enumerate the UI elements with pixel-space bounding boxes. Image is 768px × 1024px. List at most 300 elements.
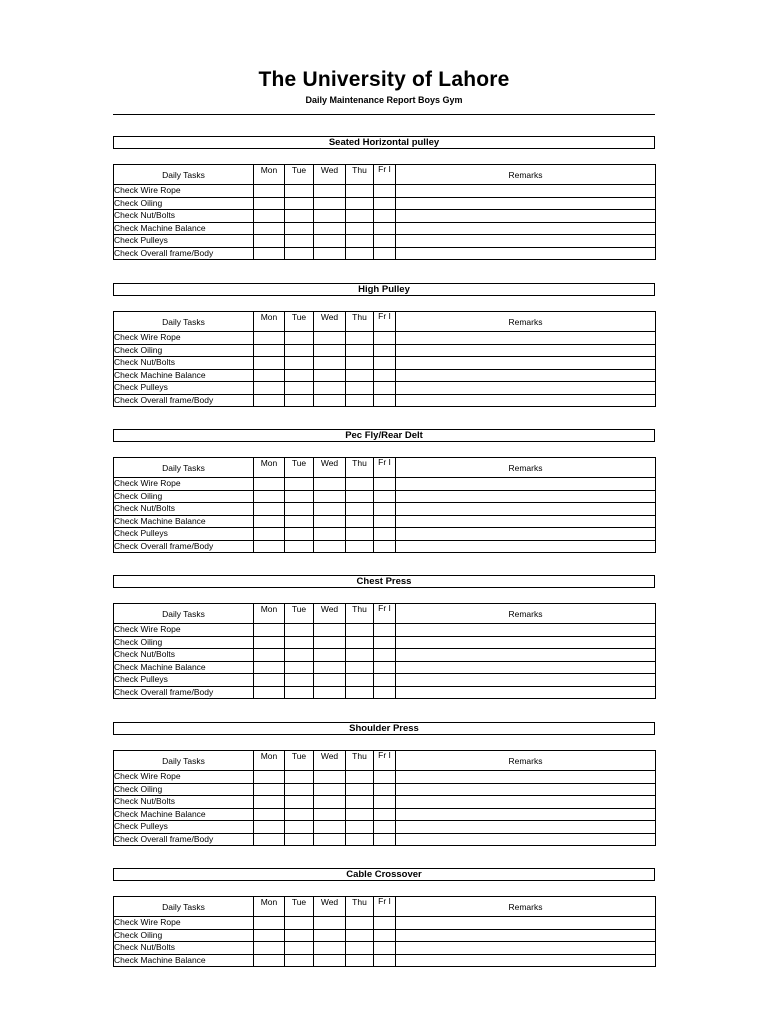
remarks-cell[interactable]: [396, 394, 656, 407]
check-cell-mon[interactable]: [254, 808, 285, 821]
column-header-mon: Mon: [254, 897, 285, 917]
check-cell-mon[interactable]: [254, 686, 285, 699]
column-header-daily-tasks: Daily Tasks: [114, 751, 254, 771]
check-cell-wed[interactable]: [314, 382, 346, 395]
check-cell-tue[interactable]: [285, 185, 314, 198]
check-cell-thu[interactable]: [346, 369, 374, 382]
check-cell-mon[interactable]: [254, 515, 285, 528]
check-cell-tue[interactable]: [285, 796, 314, 809]
check-cell-fri[interactable]: [374, 661, 396, 674]
check-cell-tue[interactable]: [285, 661, 314, 674]
check-cell-mon[interactable]: [254, 222, 285, 235]
task-table: [113, 896, 656, 967]
column-header-fri: Fr I: [374, 897, 396, 917]
check-cell-tue[interactable]: [285, 954, 314, 967]
check-cell-thu[interactable]: [346, 796, 374, 809]
remarks-cell[interactable]: [396, 917, 656, 930]
remarks-cell[interactable]: [396, 624, 656, 637]
table-row: [114, 942, 656, 955]
remarks-cell[interactable]: [396, 674, 656, 687]
check-cell-fri[interactable]: [374, 808, 396, 821]
check-cell-mon[interactable]: [254, 540, 285, 553]
table-header-row: [114, 604, 656, 624]
check-cell-fri[interactable]: [374, 636, 396, 649]
check-cell-mon[interactable]: [254, 929, 285, 942]
column-header-mon: Mon: [254, 751, 285, 771]
check-cell-mon[interactable]: [254, 210, 285, 223]
task-label: Check Wire Rope: [114, 185, 254, 198]
check-cell-thu[interactable]: [346, 674, 374, 687]
check-cell-mon[interactable]: [254, 771, 285, 784]
check-cell-tue[interactable]: [285, 540, 314, 553]
check-cell-fri[interactable]: [374, 929, 396, 942]
check-cell-fri[interactable]: [374, 917, 396, 930]
check-cell-thu[interactable]: [346, 917, 374, 930]
check-cell-fri[interactable]: [374, 503, 396, 516]
task-table: [113, 603, 656, 699]
remarks-cell[interactable]: [396, 649, 656, 662]
section-title: Seated Horizontal pulley: [113, 136, 655, 149]
check-cell-wed[interactable]: [314, 636, 346, 649]
check-cell-tue[interactable]: [285, 783, 314, 796]
check-cell-tue[interactable]: [285, 929, 314, 942]
check-cell-tue[interactable]: [285, 235, 314, 248]
check-cell-mon[interactable]: [254, 369, 285, 382]
check-cell-thu[interactable]: [346, 235, 374, 248]
remarks-cell[interactable]: [396, 771, 656, 784]
check-cell-tue[interactable]: [285, 528, 314, 541]
task-label: Check Machine Balance: [114, 369, 254, 382]
check-cell-mon[interactable]: [254, 528, 285, 541]
table-row: [114, 796, 656, 809]
task-label: Check Nut/Bolts: [114, 649, 254, 662]
check-cell-fri[interactable]: [374, 674, 396, 687]
check-cell-fri[interactable]: [374, 394, 396, 407]
check-cell-tue[interactable]: [285, 210, 314, 223]
check-cell-tue[interactable]: [285, 833, 314, 846]
column-header-daily-tasks: Daily Tasks: [114, 165, 254, 185]
remarks-cell[interactable]: [396, 515, 656, 528]
remarks-cell[interactable]: [396, 478, 656, 491]
check-cell-wed[interactable]: [314, 624, 346, 637]
check-cell-fri[interactable]: [374, 771, 396, 784]
check-cell-mon[interactable]: [254, 247, 285, 260]
check-cell-wed[interactable]: [314, 833, 346, 846]
check-cell-fri[interactable]: [374, 247, 396, 260]
remarks-cell[interactable]: [396, 247, 656, 260]
table-row: [114, 344, 656, 357]
table-row: [114, 247, 656, 260]
check-cell-fri[interactable]: [374, 490, 396, 503]
remarks-cell[interactable]: [396, 197, 656, 210]
column-header-thu: Thu: [346, 897, 374, 917]
column-header-remarks: Remarks: [396, 897, 656, 917]
check-cell-thu[interactable]: [346, 783, 374, 796]
remarks-cell[interactable]: [396, 185, 656, 198]
remarks-cell[interactable]: [396, 540, 656, 553]
check-cell-mon[interactable]: [254, 503, 285, 516]
check-cell-thu[interactable]: [346, 515, 374, 528]
check-cell-wed[interactable]: [314, 503, 346, 516]
check-cell-fri[interactable]: [374, 528, 396, 541]
table-row: [114, 382, 656, 395]
check-cell-mon[interactable]: [254, 357, 285, 370]
check-cell-thu[interactable]: [346, 649, 374, 662]
table-row: [114, 235, 656, 248]
page-subtitle: Daily Maintenance Report Boys Gym: [305, 95, 463, 105]
check-cell-tue[interactable]: [285, 808, 314, 821]
remarks-cell[interactable]: [396, 796, 656, 809]
check-cell-mon[interactable]: [254, 783, 285, 796]
check-cell-mon[interactable]: [254, 332, 285, 345]
check-cell-wed[interactable]: [314, 197, 346, 210]
column-header-wed: Wed: [314, 604, 346, 624]
check-cell-wed[interactable]: [314, 917, 346, 930]
table-row: [114, 528, 656, 541]
check-cell-thu[interactable]: [346, 503, 374, 516]
check-cell-mon[interactable]: [254, 796, 285, 809]
task-label: Check Overall frame/Body: [114, 686, 254, 699]
remarks-cell[interactable]: [396, 332, 656, 345]
table-row: [114, 210, 656, 223]
check-cell-mon[interactable]: [254, 674, 285, 687]
column-header-tue: Tue: [285, 312, 314, 332]
check-cell-thu[interactable]: [346, 382, 374, 395]
column-header-tue: Tue: [285, 604, 314, 624]
check-cell-thu[interactable]: [346, 942, 374, 955]
table-header-row: [114, 751, 656, 771]
task-label: Check Pulleys: [114, 674, 254, 687]
check-cell-tue[interactable]: [285, 636, 314, 649]
check-cell-mon[interactable]: [254, 649, 285, 662]
table-row: [114, 808, 656, 821]
check-cell-wed[interactable]: [314, 210, 346, 223]
check-cell-fri[interactable]: [374, 821, 396, 834]
check-cell-fri[interactable]: [374, 197, 396, 210]
remarks-cell[interactable]: [396, 833, 656, 846]
task-label: Check Machine Balance: [114, 222, 254, 235]
table-header-row: [114, 458, 656, 478]
table-row: [114, 929, 656, 942]
task-table: [113, 750, 656, 846]
column-header-fri: Fr I: [374, 165, 396, 185]
check-cell-wed[interactable]: [314, 821, 346, 834]
check-cell-thu[interactable]: [346, 624, 374, 637]
check-cell-mon[interactable]: [254, 636, 285, 649]
remarks-cell[interactable]: [396, 490, 656, 503]
table-row: [114, 649, 656, 662]
check-cell-fri[interactable]: [374, 649, 396, 662]
table-row: [114, 833, 656, 846]
check-cell-thu[interactable]: [346, 833, 374, 846]
check-cell-wed[interactable]: [314, 344, 346, 357]
check-cell-mon[interactable]: [254, 197, 285, 210]
check-cell-thu[interactable]: [346, 929, 374, 942]
check-cell-tue[interactable]: [285, 674, 314, 687]
check-cell-mon[interactable]: [254, 185, 285, 198]
task-label: Check Oiling: [114, 344, 254, 357]
column-header-remarks: Remarks: [396, 751, 656, 771]
check-cell-mon[interactable]: [254, 833, 285, 846]
check-cell-wed[interactable]: [314, 478, 346, 491]
check-cell-wed[interactable]: [314, 783, 346, 796]
check-cell-wed[interactable]: [314, 369, 346, 382]
check-cell-thu[interactable]: [346, 394, 374, 407]
remarks-cell[interactable]: [396, 636, 656, 649]
column-header-fri: Fr I: [374, 751, 396, 771]
column-header-remarks: Remarks: [396, 604, 656, 624]
check-cell-wed[interactable]: [314, 490, 346, 503]
check-cell-tue[interactable]: [285, 917, 314, 930]
check-cell-tue[interactable]: [285, 478, 314, 491]
check-cell-wed[interactable]: [314, 247, 346, 260]
check-cell-mon[interactable]: [254, 344, 285, 357]
column-header-thu: Thu: [346, 751, 374, 771]
check-cell-fri[interactable]: [374, 540, 396, 553]
check-cell-tue[interactable]: [285, 771, 314, 784]
check-cell-fri[interactable]: [374, 954, 396, 967]
check-cell-thu[interactable]: [346, 686, 374, 699]
remarks-cell[interactable]: [396, 686, 656, 699]
check-cell-thu[interactable]: [346, 357, 374, 370]
table-row: [114, 490, 656, 503]
check-cell-thu[interactable]: [346, 490, 374, 503]
check-cell-fri[interactable]: [374, 796, 396, 809]
check-cell-mon[interactable]: [254, 394, 285, 407]
task-label: Check Wire Rope: [114, 624, 254, 637]
equipment-section: [113, 429, 655, 553]
check-cell-fri[interactable]: [374, 357, 396, 370]
check-cell-wed[interactable]: [314, 649, 346, 662]
column-header-mon: Mon: [254, 604, 285, 624]
task-label: Check Wire Rope: [114, 478, 254, 491]
section-title: High Pulley: [113, 283, 655, 296]
task-label: Check Wire Rope: [114, 771, 254, 784]
check-cell-thu[interactable]: [346, 771, 374, 784]
check-cell-tue[interactable]: [285, 344, 314, 357]
table-row: [114, 624, 656, 637]
column-header-fri: Fr I: [374, 458, 396, 478]
column-header-tue: Tue: [285, 165, 314, 185]
check-cell-fri[interactable]: [374, 344, 396, 357]
check-cell-wed[interactable]: [314, 796, 346, 809]
remarks-cell[interactable]: [396, 783, 656, 796]
check-cell-thu[interactable]: [346, 661, 374, 674]
check-cell-tue[interactable]: [285, 490, 314, 503]
check-cell-mon[interactable]: [254, 490, 285, 503]
check-cell-tue[interactable]: [285, 222, 314, 235]
task-label: Check Nut/Bolts: [114, 357, 254, 370]
remarks-cell[interactable]: [396, 357, 656, 370]
task-table: [113, 457, 656, 553]
remarks-cell[interactable]: [396, 222, 656, 235]
column-header-mon: Mon: [254, 312, 285, 332]
column-header-fri: Fr I: [374, 312, 396, 332]
remarks-cell[interactable]: [396, 210, 656, 223]
table-row: [114, 222, 656, 235]
task-label: Check Oiling: [114, 783, 254, 796]
task-table: [113, 164, 656, 260]
check-cell-thu[interactable]: [346, 821, 374, 834]
task-table: [113, 311, 656, 407]
check-cell-thu[interactable]: [346, 954, 374, 967]
check-cell-mon[interactable]: [254, 235, 285, 248]
check-cell-thu[interactable]: [346, 332, 374, 345]
task-label: Check Machine Balance: [114, 954, 254, 967]
check-cell-wed[interactable]: [314, 661, 346, 674]
task-label: Check Nut/Bolts: [114, 942, 254, 955]
equipment-section: [113, 136, 655, 260]
task-label: Check Oiling: [114, 929, 254, 942]
check-cell-fri[interactable]: [374, 478, 396, 491]
table-row: [114, 954, 656, 967]
check-cell-wed[interactable]: [314, 808, 346, 821]
check-cell-wed[interactable]: [314, 954, 346, 967]
column-header-fri: Fr I: [374, 604, 396, 624]
check-cell-fri[interactable]: [374, 382, 396, 395]
column-header-thu: Thu: [346, 458, 374, 478]
check-cell-mon[interactable]: [254, 821, 285, 834]
check-cell-tue[interactable]: [285, 942, 314, 955]
check-cell-fri[interactable]: [374, 332, 396, 345]
check-cell-thu[interactable]: [346, 540, 374, 553]
remarks-cell[interactable]: [396, 942, 656, 955]
check-cell-tue[interactable]: [285, 357, 314, 370]
check-cell-fri[interactable]: [374, 235, 396, 248]
column-header-thu: Thu: [346, 604, 374, 624]
column-header-wed: Wed: [314, 897, 346, 917]
check-cell-wed[interactable]: [314, 222, 346, 235]
check-cell-thu[interactable]: [346, 636, 374, 649]
check-cell-wed[interactable]: [314, 515, 346, 528]
table-row: [114, 332, 656, 345]
task-label: Check Pulleys: [114, 235, 254, 248]
check-cell-thu[interactable]: [346, 197, 374, 210]
task-label: Check Overall frame/Body: [114, 394, 254, 407]
check-cell-wed[interactable]: [314, 235, 346, 248]
check-cell-wed[interactable]: [314, 674, 346, 687]
equipment-section: [113, 575, 655, 699]
check-cell-thu[interactable]: [346, 210, 374, 223]
check-cell-tue[interactable]: [285, 247, 314, 260]
check-cell-fri[interactable]: [374, 515, 396, 528]
column-header-wed: Wed: [314, 458, 346, 478]
column-header-tue: Tue: [285, 751, 314, 771]
remarks-cell[interactable]: [396, 503, 656, 516]
table-row: [114, 197, 656, 210]
check-cell-fri[interactable]: [374, 624, 396, 637]
column-header-daily-tasks: Daily Tasks: [114, 458, 254, 478]
task-label: Check Oiling: [114, 490, 254, 503]
table-row: [114, 783, 656, 796]
check-cell-fri[interactable]: [374, 686, 396, 699]
remarks-cell[interactable]: [396, 369, 656, 382]
task-label: Check Overall frame/Body: [114, 247, 254, 260]
check-cell-mon[interactable]: [254, 954, 285, 967]
check-cell-thu[interactable]: [346, 808, 374, 821]
check-cell-tue[interactable]: [285, 686, 314, 699]
equipment-section: [113, 868, 655, 967]
remarks-cell[interactable]: [396, 528, 656, 541]
task-label: Check Machine Balance: [114, 661, 254, 674]
check-cell-tue[interactable]: [285, 821, 314, 834]
check-cell-tue[interactable]: [285, 332, 314, 345]
check-cell-tue[interactable]: [285, 649, 314, 662]
remarks-cell[interactable]: [396, 382, 656, 395]
task-label: Check Oiling: [114, 197, 254, 210]
check-cell-thu[interactable]: [346, 185, 374, 198]
task-label: Check Pulleys: [114, 821, 254, 834]
column-header-wed: Wed: [314, 312, 346, 332]
check-cell-fri[interactable]: [374, 833, 396, 846]
check-cell-tue[interactable]: [285, 197, 314, 210]
check-cell-mon[interactable]: [254, 382, 285, 395]
table-header-row: [114, 312, 656, 332]
column-header-tue: Tue: [285, 458, 314, 478]
check-cell-thu[interactable]: [346, 528, 374, 541]
check-cell-mon[interactable]: [254, 917, 285, 930]
check-cell-thu[interactable]: [346, 222, 374, 235]
check-cell-mon[interactable]: [254, 942, 285, 955]
remarks-cell[interactable]: [396, 235, 656, 248]
check-cell-tue[interactable]: [285, 394, 314, 407]
check-cell-tue[interactable]: [285, 624, 314, 637]
remarks-cell[interactable]: [396, 661, 656, 674]
check-cell-fri[interactable]: [374, 942, 396, 955]
table-row: [114, 661, 656, 674]
check-cell-tue[interactable]: [285, 503, 314, 516]
column-header-wed: Wed: [314, 165, 346, 185]
remarks-cell[interactable]: [396, 808, 656, 821]
check-cell-wed[interactable]: [314, 771, 346, 784]
check-cell-wed[interactable]: [314, 528, 346, 541]
check-cell-mon[interactable]: [254, 661, 285, 674]
task-label: Check Wire Rope: [114, 332, 254, 345]
remarks-cell[interactable]: [396, 821, 656, 834]
remarks-cell[interactable]: [396, 954, 656, 967]
table-row: [114, 357, 656, 370]
check-cell-mon[interactable]: [254, 478, 285, 491]
check-cell-fri[interactable]: [374, 185, 396, 198]
remarks-cell[interactable]: [396, 929, 656, 942]
check-cell-wed[interactable]: [314, 540, 346, 553]
check-cell-wed[interactable]: [314, 357, 346, 370]
check-cell-wed[interactable]: [314, 942, 346, 955]
check-cell-wed[interactable]: [314, 394, 346, 407]
table-header-row: [114, 165, 656, 185]
check-cell-wed[interactable]: [314, 686, 346, 699]
check-cell-tue[interactable]: [285, 369, 314, 382]
check-cell-wed[interactable]: [314, 929, 346, 942]
check-cell-thu[interactable]: [346, 247, 374, 260]
check-cell-wed[interactable]: [314, 185, 346, 198]
column-header-remarks: Remarks: [396, 312, 656, 332]
check-cell-tue[interactable]: [285, 382, 314, 395]
check-cell-fri[interactable]: [374, 369, 396, 382]
column-header-daily-tasks: Daily Tasks: [114, 312, 254, 332]
check-cell-fri[interactable]: [374, 210, 396, 223]
column-header-mon: Mon: [254, 165, 285, 185]
check-cell-wed[interactable]: [314, 332, 346, 345]
check-cell-fri[interactable]: [374, 222, 396, 235]
check-cell-mon[interactable]: [254, 624, 285, 637]
check-cell-thu[interactable]: [346, 344, 374, 357]
check-cell-fri[interactable]: [374, 783, 396, 796]
check-cell-tue[interactable]: [285, 515, 314, 528]
task-label: Check Overall frame/Body: [114, 540, 254, 553]
check-cell-thu[interactable]: [346, 478, 374, 491]
remarks-cell[interactable]: [396, 344, 656, 357]
